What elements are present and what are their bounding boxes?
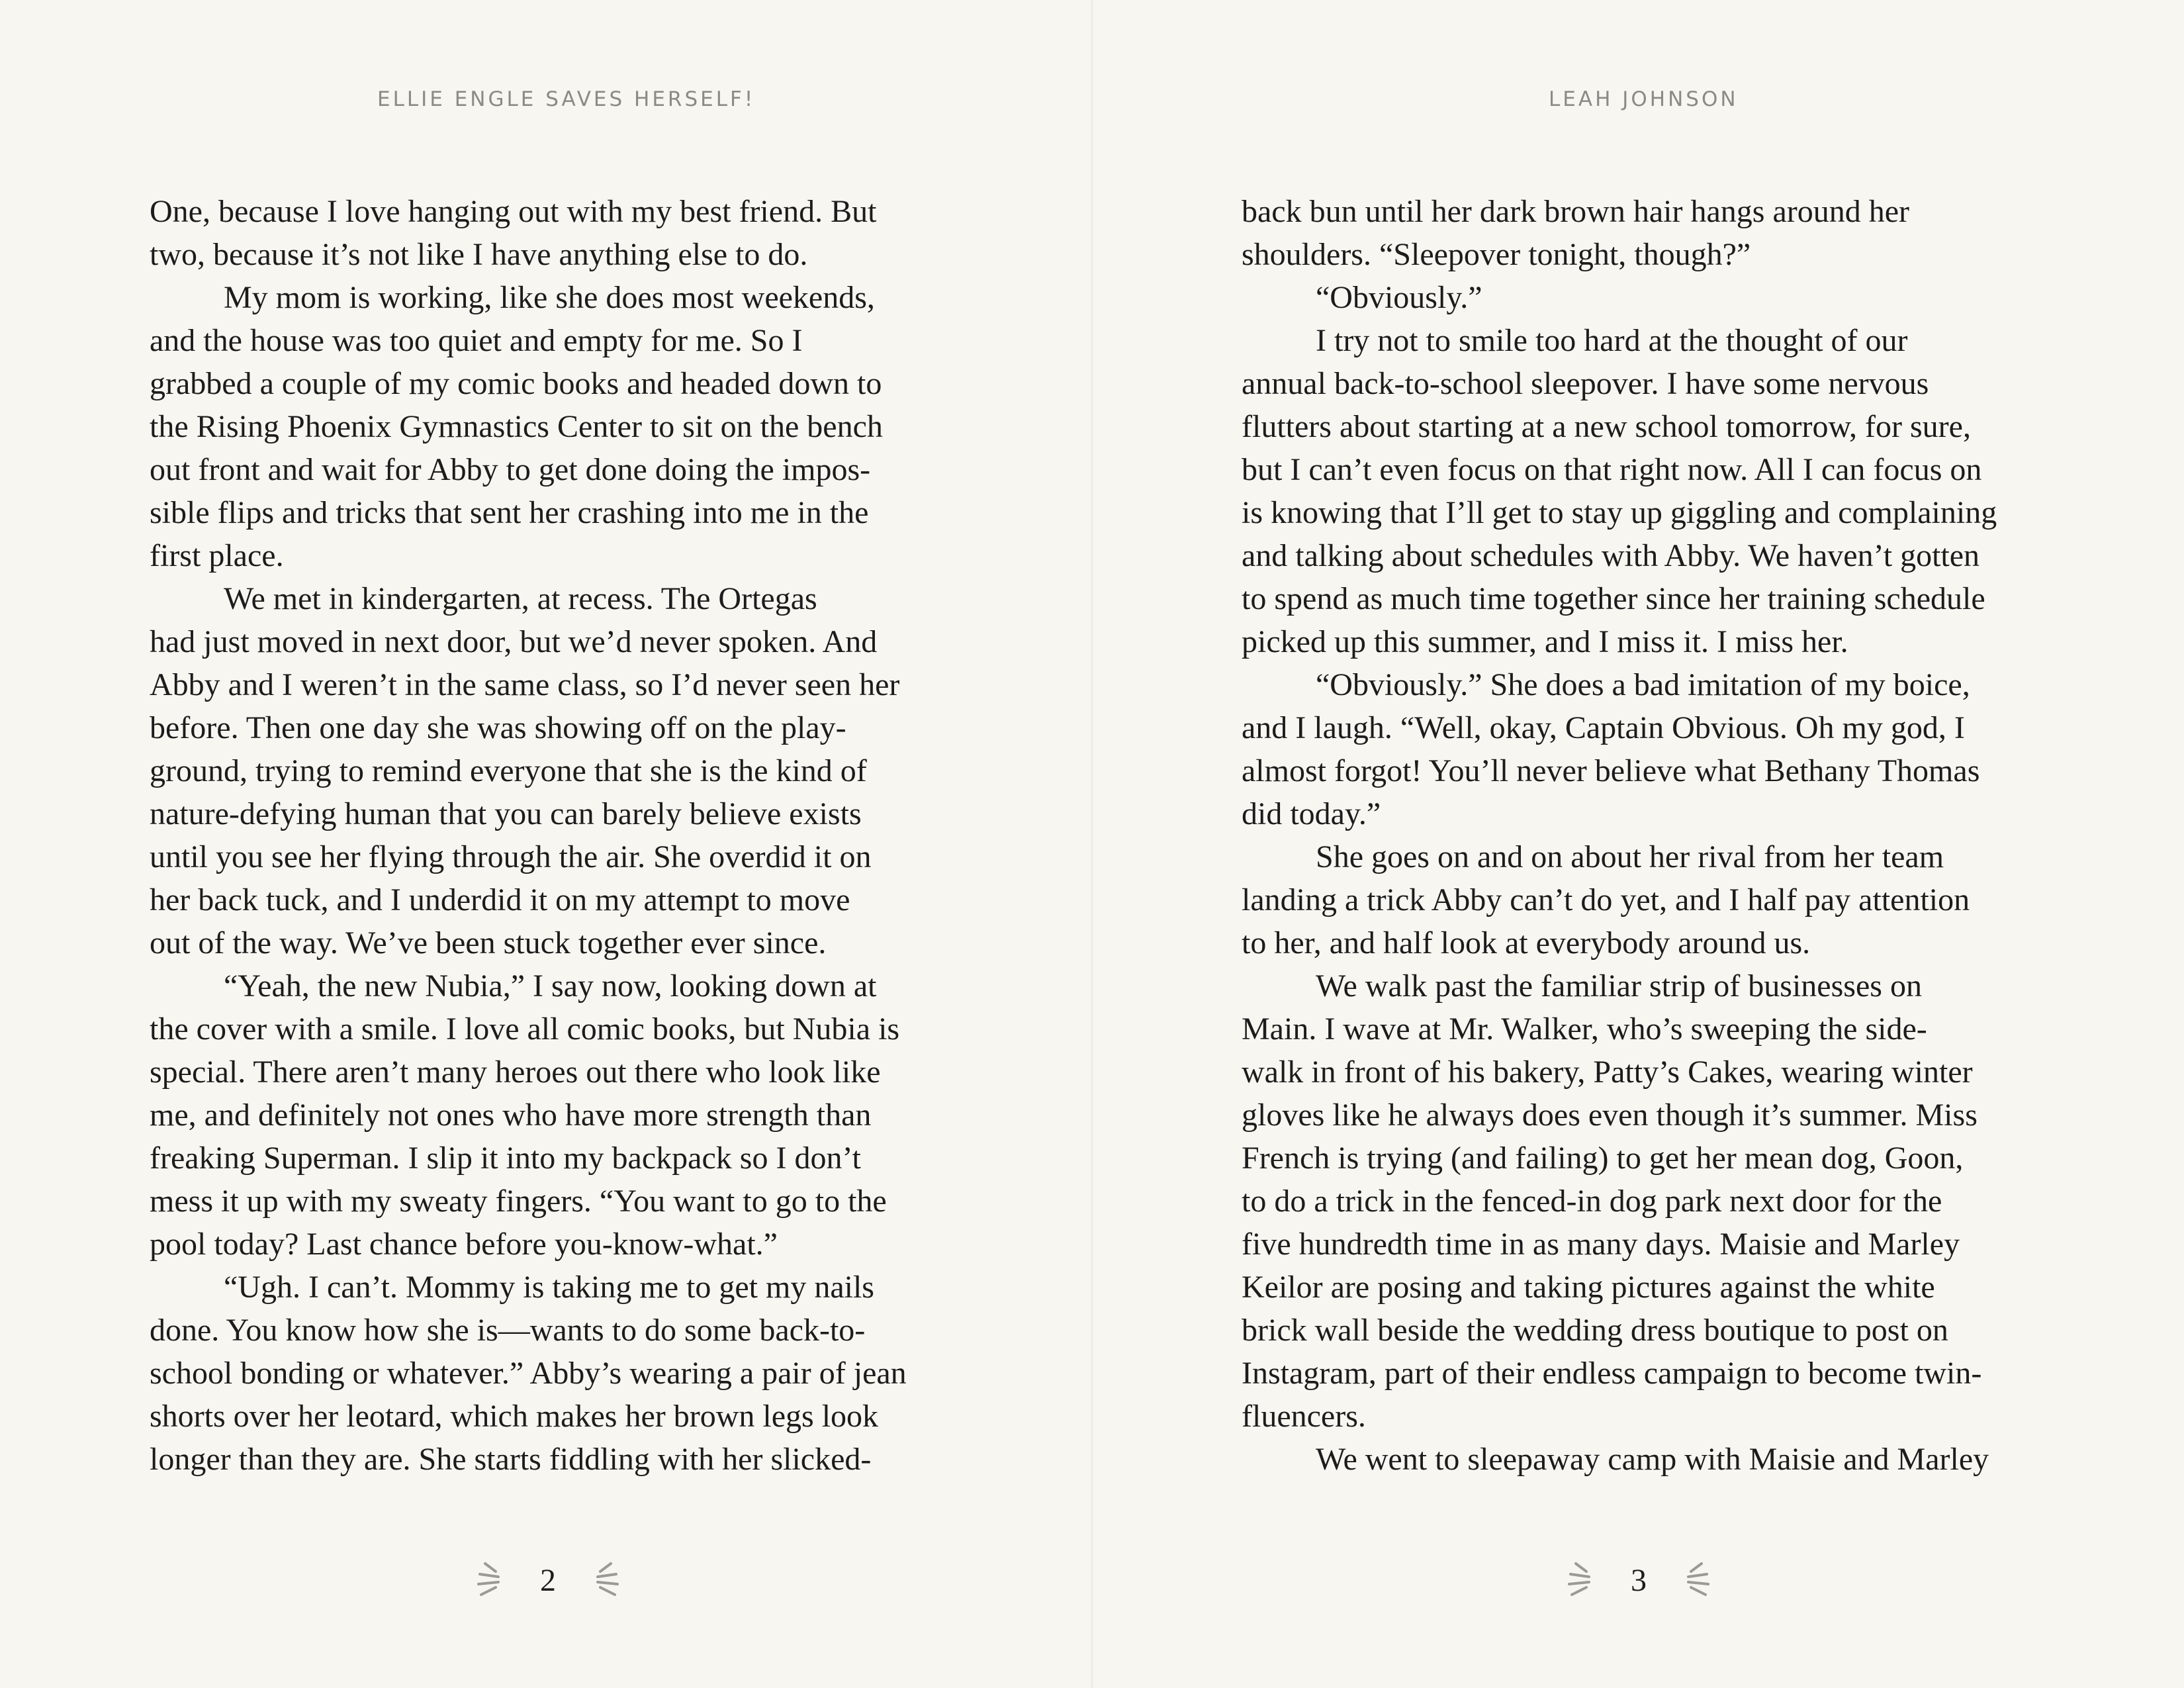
text-line: fluencers. — [1242, 1399, 1366, 1434]
right-page-body-text — [1242, 190, 2069, 1481]
text-line: flutters about starting at a new school tomorrow, for sure, — [1242, 409, 1971, 444]
starburst-left-icon — [1567, 1557, 1601, 1603]
text-line: gloves like he always does even though it’s summer. Miss — [1242, 1098, 1978, 1133]
text-line: We met in kindergarten, at recess. The Ortegas — [224, 581, 817, 616]
text-line: picked up this summer, and I miss it. I miss her. — [1242, 624, 1848, 659]
text-line: nature-defying human that you can barely believe exists — [150, 796, 862, 831]
running-head-author: LEAH JOHNSON — [1549, 87, 1739, 111]
text-line: shorts over her leotard, which makes her brown legs look — [150, 1399, 879, 1434]
text-line: five hundredth time in as many days. Maisie and Marley — [1242, 1227, 1960, 1262]
text-line: We went to sleepaway camp with Maisie and Marley — [1316, 1442, 1989, 1477]
text-line: until you see her flying through the air. She overdid it on — [150, 839, 872, 874]
text-line: me, and definitely not ones who have more strength than — [150, 1098, 872, 1133]
text-line: special. There aren’t many heroes out there who look like — [150, 1055, 881, 1090]
text-line: to do a trick in the fenced-in dog park next door for the — [1242, 1184, 1942, 1219]
text-line: Main. I wave at Mr. Walker, who’s sweeping the side- — [1242, 1011, 1927, 1047]
starburst-right-icon — [586, 1557, 620, 1603]
text-line: almost forgot! You’ll never believe what Bethany Thomas — [1242, 753, 1980, 788]
text-line: My mom is working, like she does most weekends, — [224, 280, 875, 315]
text-line: out front and wait for Abby to get done doing the impos- — [150, 452, 871, 487]
text-line: longer than they are. She starts fiddling with her slicked- — [150, 1442, 872, 1477]
text-line: One, because I love hanging out with my best friend. But — [150, 194, 877, 229]
text-line: and the house was too quiet and empty for me. So I — [150, 323, 803, 358]
left-page-body-text — [150, 190, 977, 1481]
text-line: out of the way. We’ve been stuck together ever since. — [150, 925, 827, 961]
page-number: 3 — [1631, 1562, 1647, 1598]
text-line: pool today? Last chance before you-know-what.” — [150, 1227, 778, 1262]
text-line: We walk past the familiar strip of businesses on — [1316, 968, 1922, 1004]
page-folio-left — [462, 1557, 634, 1603]
text-line: grabbed a couple of my comic books and headed down to — [150, 366, 882, 401]
text-line: did today.” — [1242, 796, 1381, 831]
text-line: sible flips and tricks that sent her crashing into me in the — [150, 495, 869, 530]
text-line: French is trying (and failing) to get her mean dog, Goon, — [1242, 1141, 1964, 1176]
text-line: freaking Superman. I slip it into my backpack so I don’t — [150, 1141, 861, 1176]
starburst-right-icon — [1676, 1557, 1711, 1603]
text-line: done. You know how she is—wants to do some back-to- — [150, 1313, 866, 1348]
running-head-title: ELLIE ENGLE SAVES HERSELF! — [377, 87, 756, 111]
text-line: her back tuck, and I underdid it on my attempt to move — [150, 882, 850, 917]
text-line: school bonding or whatever.” Abby’s wearing a pair of jean — [150, 1356, 907, 1391]
starburst-left-icon — [476, 1557, 510, 1603]
text-line: back bun until her dark brown hair hangs around her — [1242, 194, 1910, 229]
text-line: ground, trying to remind everyone that she is the kind of — [150, 753, 867, 788]
text-line: is knowing that I’ll get to stay up giggling and complaining — [1242, 495, 1997, 530]
text-line: I try not to smile too hard at the thought of our — [1316, 323, 1908, 358]
text-line: “Obviously.” — [1316, 280, 1482, 315]
page-folio-right — [1553, 1557, 1725, 1603]
text-line: Instagram, part of their endless campaign to become twin- — [1242, 1356, 1982, 1391]
text-line: “Ugh. I can’t. Mommy is taking me to get my nails — [224, 1270, 874, 1305]
text-line: “Yeah, the new Nubia,” I say now, looking down at — [224, 968, 877, 1004]
text-line: shoulders. “Sleepover tonight, though?” — [1242, 237, 1751, 272]
text-line: to her, and half look at everybody around us. — [1242, 925, 1811, 961]
text-line: before. Then one day she was showing off on the play- — [150, 710, 846, 745]
text-line: and talking about schedules with Abby. We haven’t gotten — [1242, 538, 1980, 573]
text-line: annual back-to-school sleepover. I have some nervous — [1242, 366, 1929, 401]
text-line: had just moved in next door, but we’d never spoken. And — [150, 624, 878, 659]
page-number: 2 — [540, 1562, 556, 1598]
text-line: Keilor are posing and taking pictures against the white — [1242, 1270, 1935, 1305]
text-line: two, because it’s not like I have anything else to do. — [150, 237, 808, 272]
text-line: walk in front of his bakery, Patty’s Cakes, wearing winter — [1242, 1055, 1973, 1090]
text-line: to spend as much time together since her training schedule — [1242, 581, 1985, 616]
text-line: but I can’t even focus on that right now. All I can focus on — [1242, 452, 1982, 487]
text-line: “Obviously.” She does a bad imitation of my boice, — [1316, 667, 1970, 702]
text-line: Abby and I weren’t in the same class, so I’d never seen her — [150, 667, 900, 702]
text-line: She goes on and on about her rival from her team — [1316, 839, 1944, 874]
text-line: and I laugh. “Well, okay, Captain Obvious. Oh my god, I — [1242, 710, 1965, 745]
text-line: the Rising Phoenix Gymnastics Center to sit on the bench — [150, 409, 883, 444]
right-page — [1092, 0, 2184, 1688]
text-line: the cover with a smile. I love all comic books, but Nubia is — [150, 1011, 900, 1047]
text-line: landing a trick Abby can’t do yet, and I half pay attention — [1242, 882, 1970, 917]
text-line: first place. — [150, 538, 284, 573]
text-line: brick wall beside the wedding dress boutique to post on — [1242, 1313, 1948, 1348]
text-line: mess it up with my sweaty fingers. “You want to go to the — [150, 1184, 887, 1219]
